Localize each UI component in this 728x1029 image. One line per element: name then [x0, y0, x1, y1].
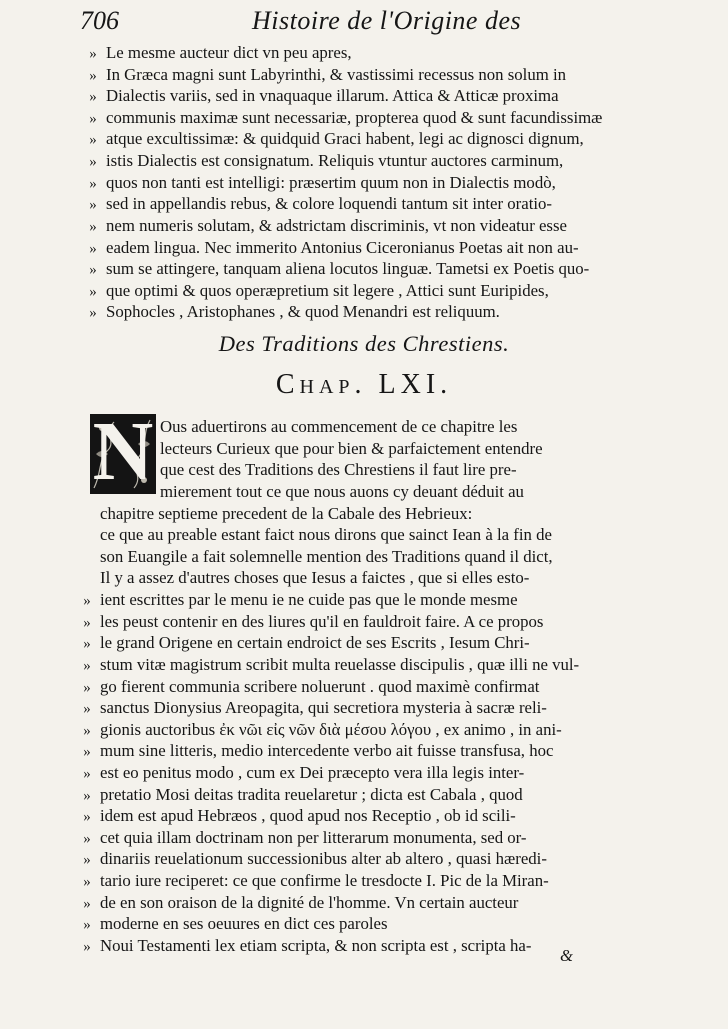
section-title: Des Traditions des Chrestiens. [218, 331, 510, 356]
quote-mark: » [89, 89, 97, 105]
text-line: » In Græca magni sunt Labyrinthi, & vastissimi recessus non solum in [80, 62, 610, 88]
catchword: & [560, 946, 574, 965]
text-line: » communis maximæ sunt necessariæ, propterea quod & sunt facundissimæ [80, 105, 610, 131]
text-line: » Noui Testamenti lex etiam scripta, & non scripta est , scripta ha- [74, 933, 531, 959]
quote-mark: » [89, 176, 97, 192]
text-line: » gionis auctoribus ἐκ νῶι εἰς νῶν διὰ μέσου λόγου , ex animo , in ani- [74, 717, 562, 743]
quote-mark: » [89, 132, 97, 148]
quote-mark: » [83, 874, 91, 890]
text-line: lecteurs Curieux que pour bien & parfaictement entendre [160, 439, 543, 458]
quote-mark: » [89, 197, 97, 213]
text-line: » istis Dialectis est consignatum. Reliquis vtuntur auctores carminum, [80, 148, 610, 174]
text-line: » go fierent communia scribere noluerunt . quod maximè confirmat [74, 674, 539, 700]
text-line: » moderne en ses oeuures en dict ces paroles [74, 911, 388, 937]
text-line: » tario iure reciperet: ce que confirme le tresdocte I. Pic de la Miran- [74, 868, 549, 894]
text-line: » atque excultissimæ: & quidquid Graci habent, legi ac dignosci dignum, [80, 126, 610, 152]
text-line: » de en son oraison de la dignité de l'homme. Vn certain aucteur [74, 890, 518, 916]
quote-mark: » [83, 744, 91, 760]
quote-mark: » [89, 219, 97, 235]
text-line: » Dialectis variis, sed in vnaquaque illarum. Attica & Atticæ proxima [80, 83, 610, 109]
text-line: » eadem lingua. Nec immerito Antonius Ciceronianus Poetas ait non au- [80, 235, 610, 261]
decorated-initial [90, 414, 156, 494]
quote-mark: » [83, 788, 91, 804]
text-line: » Le mesme aucteur dict vn peu apres, [80, 40, 352, 66]
text-line: » que optimi & quos operæpretium sit legere , Attici sunt Euripides, [80, 278, 610, 304]
text-line: » est eo penitus modo , cum ex Dei præcepto vera illa legis inter- [74, 760, 524, 786]
drop-cap-letter: N [92, 414, 154, 494]
text-line: que cest des Traditions des Chrestiens il faut lire pre- [160, 460, 517, 479]
quote-mark: » [89, 46, 97, 62]
quote-mark: » [83, 723, 91, 739]
quote-mark: » [89, 68, 97, 84]
text-line: » sanctus Dionysius Areopagita, qui secretiora mysteria à sacræ reli- [74, 695, 547, 721]
text-line: ce que au preable estant faict nous dirons que sainct Iean à la fin de [100, 525, 552, 544]
text-line: » dinariis reuelationum successionibus alter ab altero , quasi hæredi- [74, 846, 547, 872]
text-line: Ous aduertirons au commencement de ce chapitre les [160, 417, 518, 436]
quote-mark: » [83, 939, 91, 955]
quote-mark: » [83, 615, 91, 631]
quote-mark: » [83, 593, 91, 609]
quote-mark: » [83, 831, 91, 847]
quote-mark: » [89, 284, 97, 300]
quote-mark: » [83, 701, 91, 717]
running-title: Histoire de l'Origine des [252, 6, 522, 35]
quote-mark: » [83, 809, 91, 825]
text-line: » le grand Origene en certain endroict de ses Escrits , Iesum Chri- [74, 630, 530, 656]
text-line: » sum se attingere, tanquam aliena locutos linguæ. Tametsi ex Poetis quo- [80, 256, 610, 282]
quote-mark: » [89, 111, 97, 127]
quote-mark: » [89, 154, 97, 170]
quote-mark: » [83, 766, 91, 782]
quote-mark: » [83, 636, 91, 652]
page-number: 706 [80, 6, 119, 35]
quote-mark: » [89, 241, 97, 257]
text-line: » nem numeris solutam, & adstrictam discriminis, vt non videatur esse [80, 213, 610, 239]
page-header [80, 2, 620, 36]
quote-mark: » [83, 658, 91, 674]
text-line: mierement tout ce que nous auons cy deuant déduit au [160, 482, 524, 501]
quote-mark: » [83, 917, 91, 933]
text-line: » mum sine litteris, medio intercedente verbo ait fuisse transfusa, hoc [74, 738, 553, 764]
text-line: » ient escrittes par le menu ie ne cuide pas que le monde mesme [74, 587, 518, 613]
chapter-title: Chap. LXI. [275, 369, 453, 400]
quote-mark: » [83, 852, 91, 868]
quote-mark: » [89, 262, 97, 278]
text-line: chapitre septieme precedent de la Cabale des Hebrieux: [100, 504, 473, 523]
text-line: » pretatio Mosi deitas tradita reuelaretur ; dicta est Cabala , quod [74, 782, 523, 808]
text-line: » cet quia illam doctrinam non per litterarum monumenta, sed or- [74, 825, 527, 851]
text-line: son Euangile a fait solemnelle mention des Traditions quand il dict, [100, 547, 553, 566]
text-line: » quos non tanti est intelligi: præsertim quum non in Dialectis modò, [80, 170, 610, 196]
text-line: » idem est apud Hebræos , quod apud nos Receptio , ob id scili- [74, 803, 516, 829]
text-line: » les peust contenir en des liures qu'il en fauldroit faire. A ce propos [74, 609, 543, 635]
quote-mark: » [89, 305, 97, 321]
text-line: Il y a assez d'autres choses que Iesus a faictes , que si elles esto- [100, 568, 530, 587]
text-line: » sed in appellandis rebus, & colore loquendi tantum sit inter oratio- [80, 191, 610, 217]
text-line: » Sophocles , Aristophanes , & quod Menandri est reliquum. [80, 299, 500, 325]
quote-mark: » [83, 896, 91, 912]
text-line: » stum vitæ magistrum scribit multa reuelasse discipulis , quæ illi ne vul- [74, 652, 579, 678]
quote-mark: » [83, 680, 91, 696]
